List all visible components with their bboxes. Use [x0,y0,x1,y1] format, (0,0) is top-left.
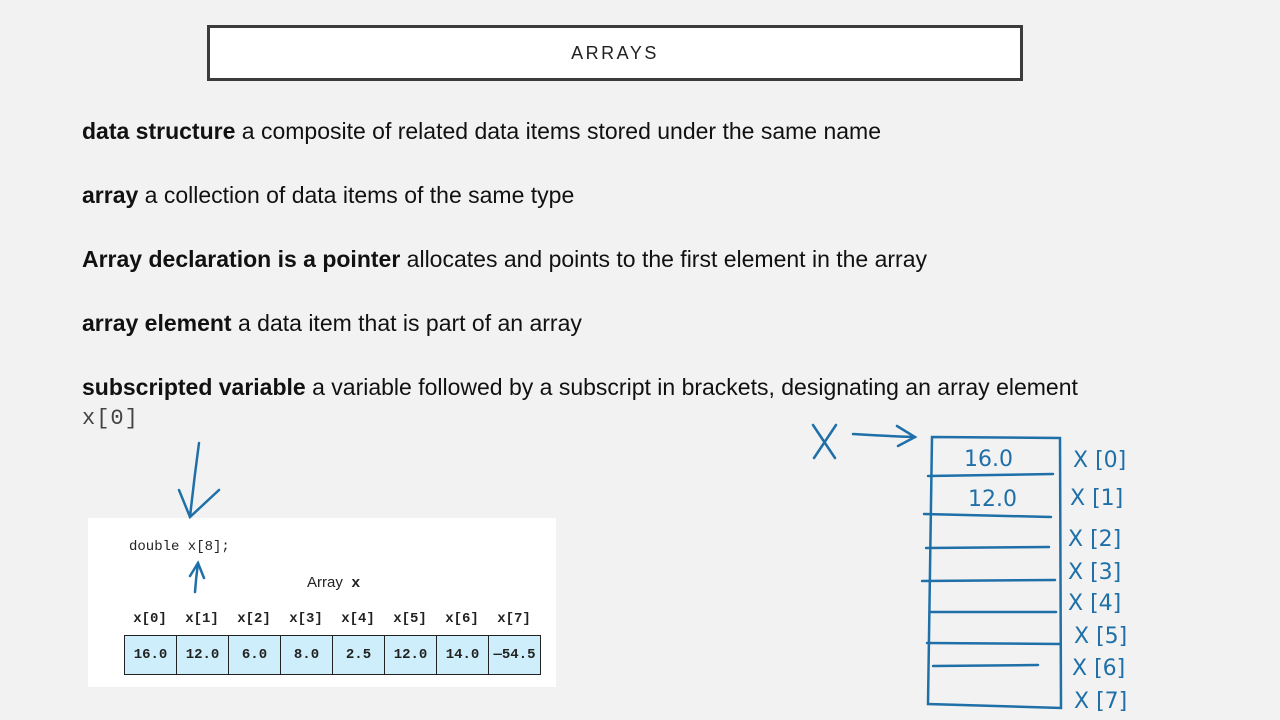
definition-text: a collection of data items of the same type [138,182,575,208]
array-index: x[3] [289,611,323,627]
array-index: x[7] [497,611,531,627]
definition-text: a variable followed by a subscript in brackets, designating an array element [305,374,1078,400]
array-declaration-code: double x[8]; [129,539,230,555]
array-cell: 16.0 [125,636,177,674]
array-figure [88,518,556,687]
array-index: x[2] [237,611,271,627]
array-cell: 12.0 [385,636,437,674]
definition-text: allocates and points to the first element in the array [400,246,928,272]
array-cell: 12.0 [177,636,229,674]
handwritten-label: X [0] [1073,448,1127,473]
array-caption-label: Array [307,574,343,591]
definition-array-element [82,310,582,337]
array-index: x[6] [445,611,479,627]
handwritten-label: X [4] [1068,591,1122,616]
right-arrow-icon [853,426,915,446]
array-cell: 6.0 [229,636,281,674]
definition-term: subscripted variable [82,374,306,400]
handwritten-cell-value: 16.0 [964,447,1013,472]
down-arrow-icon [179,443,219,517]
definition-term: array element [82,310,232,336]
handwritten-label: X [1] [1070,486,1124,511]
pointer-x-icon [813,425,836,458]
definition-text: a composite of related data items stored under the same name [235,118,882,144]
definition-data-structure [82,118,881,145]
slide-title: ARRAYS [571,42,659,63]
memory-box [922,437,1061,708]
array-caption [307,574,360,592]
array-cell: 14.0 [437,636,489,674]
handwritten-label: X [3] [1068,560,1122,585]
handwritten-label: X [6] [1072,656,1126,681]
array-index: x[4] [341,611,375,627]
array-index: x[1] [185,611,219,627]
array-index-row [124,611,540,627]
example-code: x[0] [82,406,139,431]
array-index: x[0] [133,611,167,627]
handwritten-label: X [5] [1074,624,1128,649]
definition-subscripted-variable [82,374,1078,401]
definition-term: data structure [82,118,236,144]
array-cell: 8.0 [281,636,333,674]
slide-title-box [207,25,1023,81]
array-cell: 2.5 [333,636,385,674]
definition-array-declaration [82,246,927,273]
array-cell: —54.5 [489,636,540,674]
definition-text: a data item that is part of an array [231,310,582,336]
handwritten-cell-value: 12.0 [968,487,1017,512]
array-index: x[5] [393,611,427,627]
handwritten-label: X [7] [1074,689,1128,714]
definition-term: array [82,182,139,208]
array-cells [124,635,541,675]
definition-term: Array declaration is a pointer [82,246,401,272]
definition-array [82,182,574,209]
handwritten-label: X [2] [1068,527,1122,552]
array-caption-var: x [351,575,361,592]
